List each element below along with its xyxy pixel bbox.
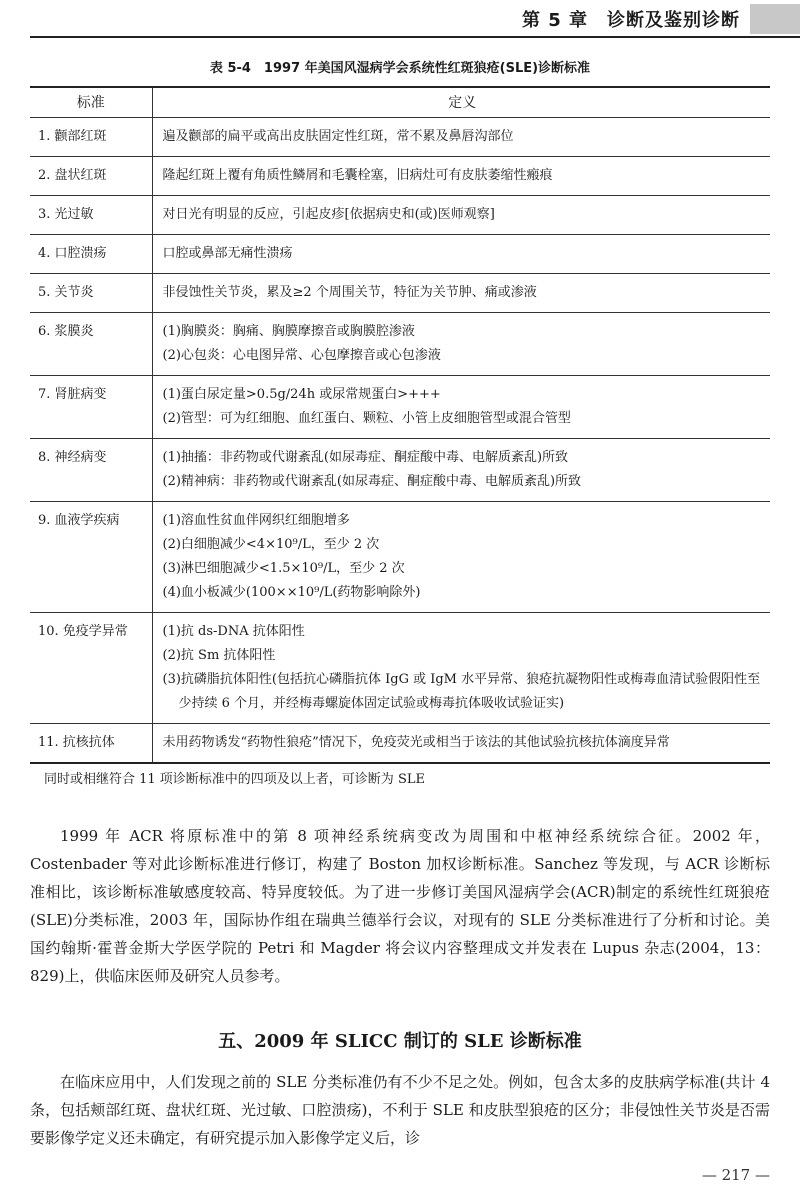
body-paragraph: 1999 年 ACR 将原标准中的第 8 项神经系统病变改为周围和中枢神经系统综合征。2002 年，Costenbader 等对此诊断标准进行修订，构建了 Boston 加权诊断标准。Sanchez 等发现，与 ACR 诊断标准相比，该诊断标准敏感度较高、特异度较低。为了进一步修订美国风湿病学会(ACR)制定的系统性红斑狼疮(SLE)分类标准，2003 年，国际协作组在瑞典兰德举行会议，对现有的 SLE 分类标准进行了分析和讨论。美国约翰斯·霍普金斯大学医学院的 Petri 和 Magder 将会议内容整理成文并发表在 Lupus 杂志(2004，13：829)上，供临床医师及研究人员参考。: [30, 827, 770, 985]
definition-line: 未用药物诱发“药物性狼疮”情况下，免疫荧光或相当于该法的其他试验抗核抗体滴度异常: [162, 734, 670, 750]
criterion-label: 10. 免疫学异常: [30, 612, 152, 723]
criterion-definition: [152, 312, 770, 375]
criteria-table: [30, 86, 770, 764]
definition-line: (2)白细胞减少<4×10⁹/L，至少 2 次: [162, 536, 380, 552]
body-paragraph: 在临床应用中，人们发现之前的 SLE 分类标准仍有不少不足之处。例如，包含太多的皮肤病学标准(共计 4 条，包括颊部红斑、盘状红斑、光过敏、口腔溃疡)，不利于 SLE 和皮肤型狼疮的区分；非侵蚀性关节炎是否需要影像学定义还未确定，有研究提示加入影像学定义后，诊: [30, 1073, 770, 1147]
criterion-definition: [152, 438, 770, 501]
criterion-definition: [152, 195, 770, 234]
criterion-label: 6. 浆膜炎: [30, 312, 152, 375]
criterion-label: 5. 关节炎: [30, 273, 152, 312]
criterion-label: 1. 颧部红斑: [30, 117, 152, 156]
table-caption: 表 5-4 1997 年美国风湿病学会系统性红斑狼疮(SLE)诊断标准: [209, 61, 591, 76]
section-heading: 五、2009 年 SLICC 制订的 SLE 诊断标准: [218, 1031, 582, 1052]
chapter-title: 第 5 章 诊断及鉴别诊断: [521, 10, 740, 31]
criterion-label: 4. 口腔溃疡: [30, 234, 152, 273]
definition-line: 遍及颧部的扁平或高出皮肤固定性红斑，常不累及鼻唇沟部位: [162, 128, 514, 144]
table-row: [30, 156, 770, 195]
table-row: [30, 438, 770, 501]
table-row: [30, 723, 770, 763]
definition-line: 口腔或鼻部无痛性溃疡: [162, 245, 293, 261]
table-row: [30, 117, 770, 156]
definition-line: (2)管型：可为红细胞、血红蛋白、颗粒、小管上皮细胞管型或混合管型: [162, 410, 571, 426]
criterion-definition: [152, 234, 770, 273]
definition-line: (1)抽搐：非药物或代谢紊乱(如尿毒症、酮症酸中毒、电解质紊乱)所致: [162, 449, 569, 465]
criterion-label: 9. 血液学疾病: [30, 501, 152, 612]
criterion-label: 2. 盘状红斑: [30, 156, 152, 195]
criterion-definition: [152, 117, 770, 156]
header-grey-tab: [750, 4, 800, 34]
table-row: [30, 273, 770, 312]
definition-line: 非侵蚀性关节炎，累及≥2 个周围关节，特征为关节肿、痛或渗液: [162, 284, 537, 300]
criterion-label: 8. 神经病变: [30, 438, 152, 501]
criterion-definition: [152, 723, 770, 763]
table-header-row: [30, 87, 770, 117]
criterion-definition: [152, 156, 770, 195]
definition-line: (3)抗磷脂抗体阳性(包括抗心磷脂抗体 IgG 或 IgM 水平异常、狼疮抗凝物阳性或梅毒血清试验假阳性至少持续 6 个月，并经梅毒螺旋体固定试验或梅毒抗体吸收试验证实): [162, 671, 761, 711]
criterion-definition: [152, 273, 770, 312]
table-row: [30, 375, 770, 438]
page-number: — 217 —: [701, 1166, 770, 1184]
table-row: [30, 234, 770, 273]
table-row: [30, 312, 770, 375]
table-row: [30, 612, 770, 723]
criterion-label: 3. 光过敏: [30, 195, 152, 234]
header-rule: [30, 36, 800, 38]
definition-line: 隆起红斑上覆有角质性鳞屑和毛囊栓塞，旧病灶可有皮肤萎缩性瘢痕: [162, 167, 553, 183]
definition-line: (1)抗 ds-DNA 抗体阳性: [162, 623, 305, 639]
definition-line: (2)精神病：非药物或代谢紊乱(如尿毒症、酮症酸中毒、电解质紊乱)所致: [162, 473, 582, 489]
definition-line: (3)淋巴细胞减少<1.5×10⁹/L，至少 2 次: [162, 560, 405, 576]
table-row: [30, 501, 770, 612]
definition-line: (1)溶血性贫血伴网织红细胞增多: [162, 512, 350, 528]
criterion-label: 11. 抗核抗体: [30, 723, 152, 763]
table-footnote: 同时或相继符合 11 项诊断标准中的四项及以上者，可诊断为 SLE: [44, 772, 425, 787]
definition-line: (1)蛋白尿定量>0.5g/24h 或尿常规蛋白>+++: [162, 386, 441, 402]
definition-line: (2)心包炎：心电图异常、心包摩擦音或心包渗液: [162, 347, 441, 363]
criterion-definition: [152, 501, 770, 612]
running-header: [0, 0, 800, 40]
column-header-definition: 定义: [152, 87, 770, 117]
definition-line: (1)胸膜炎：胸痛、胸膜摩擦音或胸膜腔渗液: [162, 323, 415, 339]
definition-line: (2)抗 Sm 抗体阳性: [162, 647, 276, 663]
table-row: [30, 195, 770, 234]
criterion-label: 7. 肾脏病变: [30, 375, 152, 438]
criterion-definition: [152, 612, 770, 723]
definition-line: (4)血小板减少(100××10⁹/L(药物影响除外): [162, 584, 421, 600]
criterion-definition: [152, 375, 770, 438]
definition-line: 对日光有明显的反应，引起皮疹[依据病史和(或)医师观察]: [162, 206, 495, 222]
column-header-criterion: 标准: [30, 87, 152, 117]
